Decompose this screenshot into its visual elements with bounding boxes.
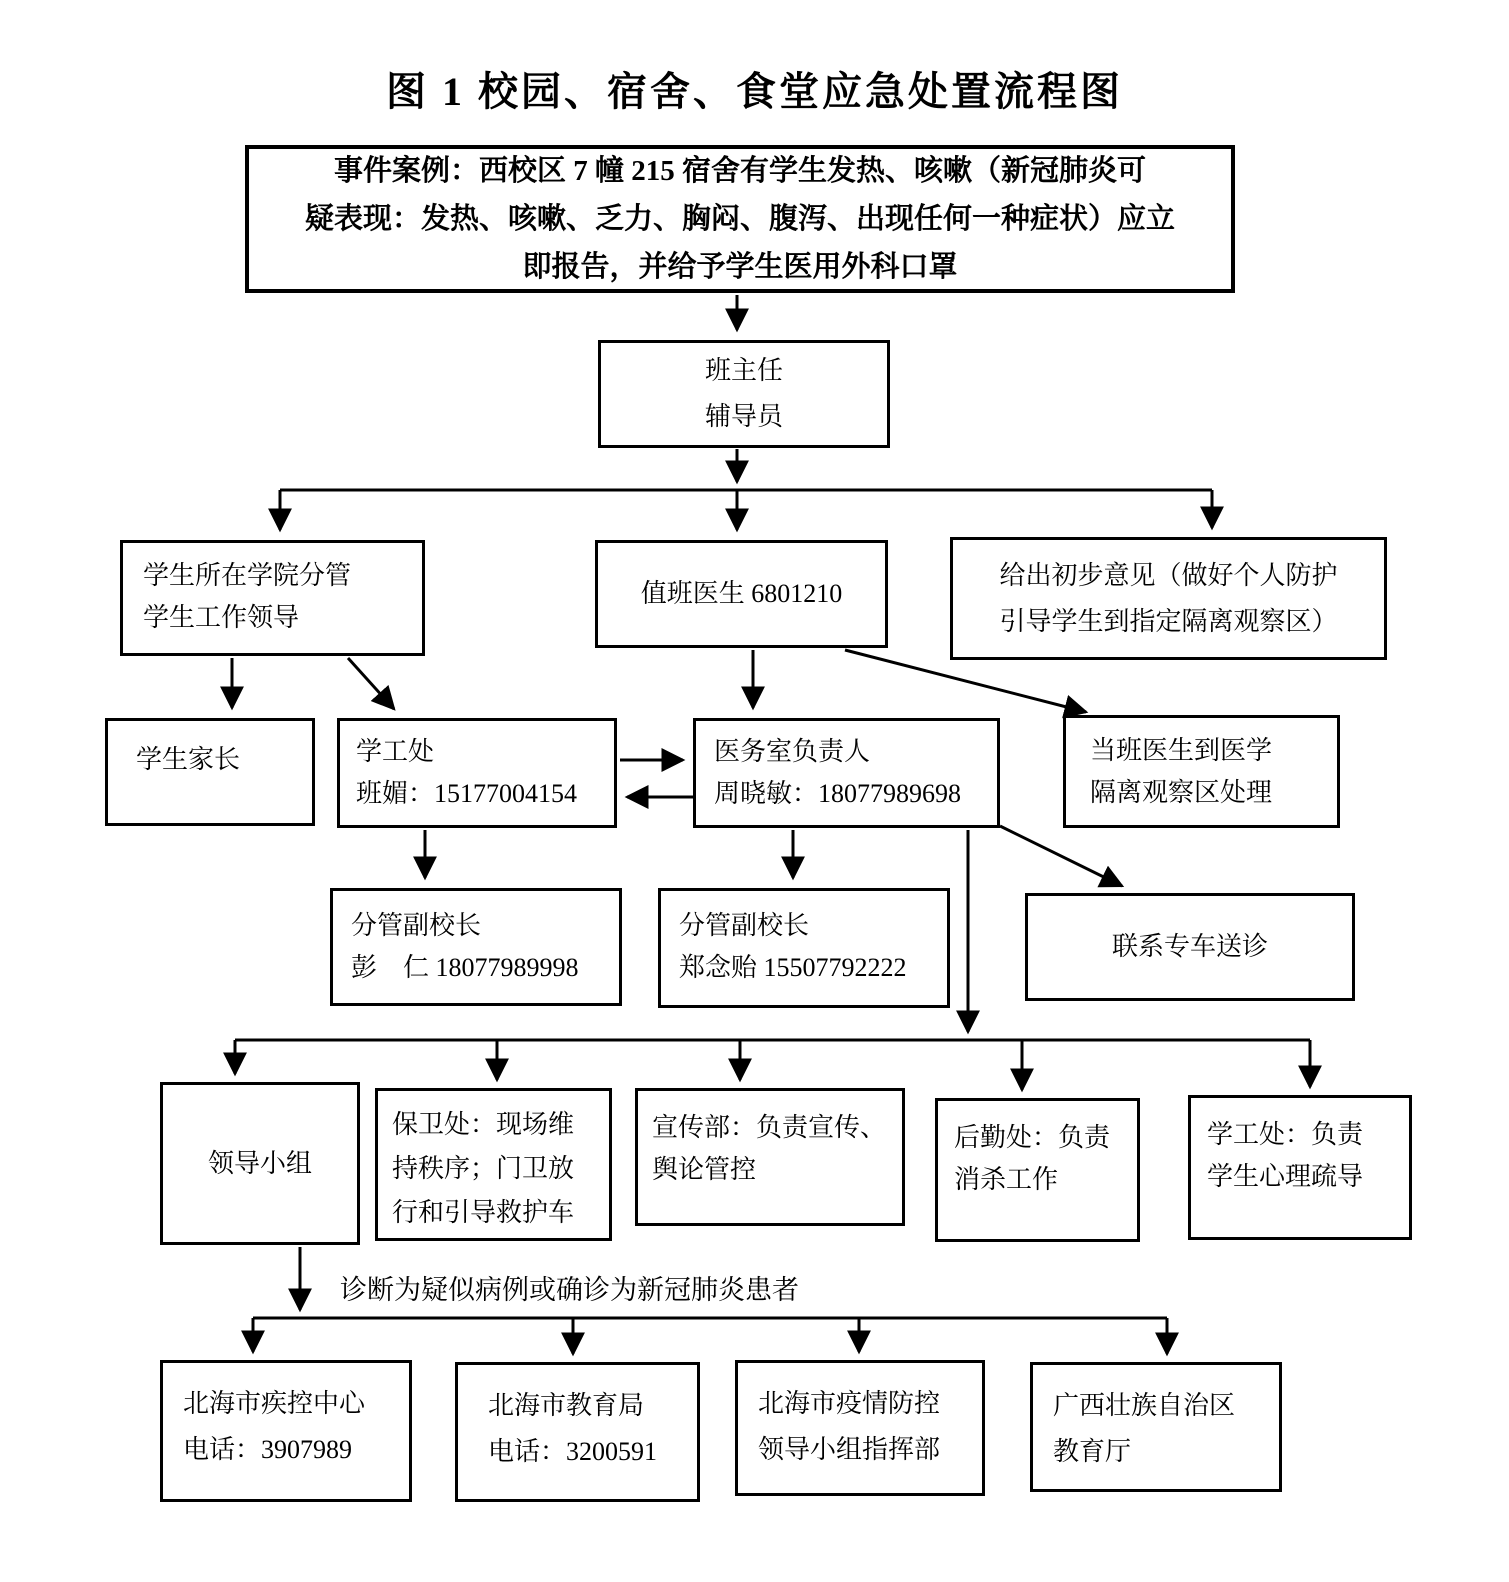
node-leading-group [160, 1082, 360, 1245]
diagnosis-note: 诊断为疑似病例或确诊为新冠肺炎患者 [340, 1275, 799, 1305]
node-parents [105, 718, 315, 826]
node-edu-bureau [455, 1362, 700, 1502]
node-cdc [160, 1360, 412, 1502]
text-line: 即报告，并给予学生医用外科口罩 [522, 251, 958, 283]
node-incident-case [245, 145, 1235, 293]
node-logistics-dept [935, 1098, 1140, 1242]
node-psych-support [1188, 1095, 1412, 1240]
text-line: 学生所在学院分管 [143, 561, 352, 590]
text-line: 班媚：15177004154 [356, 779, 578, 808]
text-line: 北海市疫情防控 [758, 1389, 941, 1418]
text-line: 电话：3907989 [183, 1435, 353, 1464]
page-title: 图 1 校园、宿舍、食堂应急处置流程图 [386, 69, 1123, 114]
flow-arrow [1000, 826, 1122, 886]
text-line: 北海市教育局 [488, 1391, 645, 1420]
text-line: 学工处 [356, 737, 435, 766]
text-line: 分管副校长 [351, 911, 482, 940]
text-line: 后勤处：负责 [954, 1123, 1111, 1152]
text-line: 学生家长 [136, 745, 241, 774]
node-gx-edu-dept [1030, 1362, 1282, 1492]
text-line: 领导小组指挥部 [758, 1435, 941, 1464]
text-line: 班主任 [704, 356, 783, 385]
node-college-leader [120, 540, 425, 656]
node-epidemic-hq [735, 1360, 985, 1496]
text-line: 行和引导救护车 [392, 1198, 575, 1227]
text-line: 隔离观察区处理 [1090, 778, 1273, 807]
flow-arrow [348, 658, 394, 709]
text-line: 郑念贻 15507792222 [679, 953, 907, 982]
text-line: 值班医生 6801210 [640, 579, 843, 608]
text-line: 保卫处：现场维 [392, 1110, 575, 1139]
node-observe-doctor [1063, 715, 1340, 828]
text-line: 学工处：负责 [1207, 1120, 1364, 1149]
node-vp-peng [330, 888, 622, 1006]
node-clinic-head [693, 718, 1000, 828]
text-line: 宣传部：负责宣传、 [652, 1113, 887, 1142]
text-line: 给出初步意见（做好个人防护 [999, 560, 1338, 590]
node-special-car [1025, 893, 1355, 1001]
text-line: 医务室负责人 [714, 737, 871, 766]
node-duty-doctor [595, 540, 888, 648]
text-line: 联系专车送诊 [1111, 932, 1268, 961]
text-line: 消杀工作 [954, 1165, 1059, 1194]
text-line: 疑表现：发热、咳嗽、乏力、胸闷、腹泻、出现任何一种症状）应立 [304, 203, 1175, 235]
text-line: 电话：3200591 [488, 1437, 658, 1466]
node-preliminary-advice [950, 537, 1387, 660]
node-head-teacher [598, 340, 890, 448]
text-line: 教育厅 [1053, 1437, 1132, 1466]
text-line: 分管副校长 [679, 911, 810, 940]
node-student-affairs [337, 718, 617, 828]
text-line: 广西壮族自治区 [1053, 1391, 1236, 1420]
text-line: 周晓敏：18077989698 [714, 779, 962, 808]
text-line: 学生心理疏导 [1207, 1162, 1364, 1191]
node-security-dept [375, 1088, 612, 1241]
node-publicity-dept [635, 1088, 905, 1226]
text-line: 学生工作领导 [143, 603, 300, 632]
text-line: 北海市疾控中心 [183, 1389, 366, 1418]
text-line: 舆论管控 [652, 1155, 757, 1184]
text-line: 当班医生到医学 [1090, 736, 1273, 765]
text-line: 事件案例：西校区 7 幢 215 宿舍有学生发热、咳嗽（新冠肺炎可 [333, 155, 1146, 187]
text-line: 辅导员 [704, 402, 783, 431]
text-line: 持秩序；门卫放 [392, 1154, 575, 1183]
text-line: 彭 仁 18077989998 [351, 953, 579, 982]
text-line: 领导小组 [207, 1148, 312, 1178]
text-line: 引导学生到指定隔离观察区） [999, 606, 1338, 636]
node-vp-zheng [658, 888, 950, 1008]
